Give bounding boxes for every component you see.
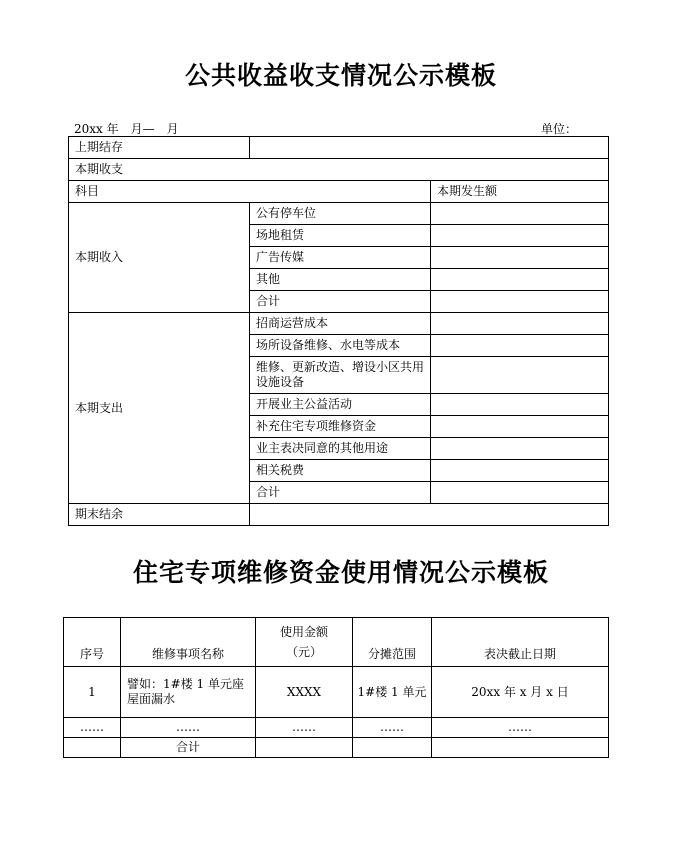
table-row	[69, 159, 609, 181]
income-item: 场地租赁	[250, 225, 431, 247]
expense-item: 维修、更新改造、增设小区共用设施设备	[250, 357, 431, 394]
expense-group-label: 本期支出	[69, 313, 250, 504]
unit-label: 单位：	[541, 122, 578, 136]
seq-cell	[64, 738, 121, 758]
header-amount: 使用金额 （元）	[256, 618, 353, 667]
end-balance-value	[250, 504, 609, 526]
seq-cell: 1	[64, 667, 121, 718]
prev-balance-label: 上期结存	[69, 137, 250, 159]
amount-cell	[431, 203, 609, 225]
deadline-cell: 20xx 年 x 月 x 日	[432, 667, 609, 718]
amount-cell	[431, 269, 609, 291]
table-row	[69, 181, 609, 203]
amount-cell	[431, 460, 609, 482]
expense-item: 补充住宅专项维修资金	[250, 416, 431, 438]
scope-cell: 1#楼 1 单元	[353, 667, 432, 718]
header-deadline: 表决截止日期	[432, 618, 609, 667]
deadline-cell: ……	[432, 718, 609, 738]
maintenance-fund-table	[63, 617, 609, 758]
expense-item: 业主表决同意的其他用途	[250, 438, 431, 460]
scope-cell: ……	[353, 718, 432, 738]
table-row	[64, 667, 609, 718]
expense-item: 招商运营成本	[250, 313, 431, 335]
table-row	[64, 738, 609, 758]
amount-header: 本期发生额	[431, 181, 609, 203]
table-row	[64, 718, 609, 738]
end-balance-label: 期末结余	[69, 504, 250, 526]
header-item-name: 维修事项名称	[121, 618, 256, 667]
table-row	[69, 203, 609, 225]
expense-item: 场所设备维修、水电等成本	[250, 335, 431, 357]
subject-header: 科目	[69, 181, 431, 203]
prev-balance-value	[250, 137, 609, 159]
amount-cell	[256, 738, 353, 758]
amount-cell	[431, 438, 609, 460]
income-total: 合计	[250, 291, 431, 313]
table-row	[69, 504, 609, 526]
amount-cell	[431, 291, 609, 313]
income-item: 公有停车位	[250, 203, 431, 225]
amount-cell	[431, 247, 609, 269]
item-name-cell: ……	[121, 718, 256, 738]
amount-cell	[431, 416, 609, 438]
table-row	[64, 618, 609, 667]
amount-cell: XXXX	[256, 667, 353, 718]
income-item: 广告传媒	[250, 247, 431, 269]
income-group-label: 本期收入	[69, 203, 250, 313]
amount-cell: ……	[256, 718, 353, 738]
header-seq: 序号	[64, 618, 121, 667]
expense-item: 相关税费	[250, 460, 431, 482]
header-scope: 分摊范围	[353, 618, 432, 667]
amount-cell	[431, 313, 609, 335]
date-range: 20xx 年 月— 月	[74, 122, 179, 136]
deadline-cell	[432, 738, 609, 758]
income-template-title: 公共收益收支情况公示模板	[184, 61, 497, 90]
amount-cell	[431, 482, 609, 504]
scope-cell	[353, 738, 432, 758]
seq-cell: ……	[64, 718, 121, 738]
table-row	[69, 137, 609, 159]
amount-cell	[431, 394, 609, 416]
total-label: 合计	[121, 738, 256, 758]
expense-total: 合计	[250, 482, 431, 504]
income-expense-table	[68, 136, 609, 526]
amount-cell	[431, 335, 609, 357]
maintenance-template-title: 住宅专项维修资金使用情况公示模板	[132, 558, 549, 587]
current-section-label: 本期收支	[69, 159, 609, 181]
income-item: 其他	[250, 269, 431, 291]
item-name-cell: 譬如：1#楼 1 单元座屋面漏水	[121, 667, 256, 718]
amount-cell	[431, 225, 609, 247]
amount-cell	[431, 357, 609, 394]
expense-item: 开展业主公益活动	[250, 394, 431, 416]
table-row	[69, 313, 609, 335]
